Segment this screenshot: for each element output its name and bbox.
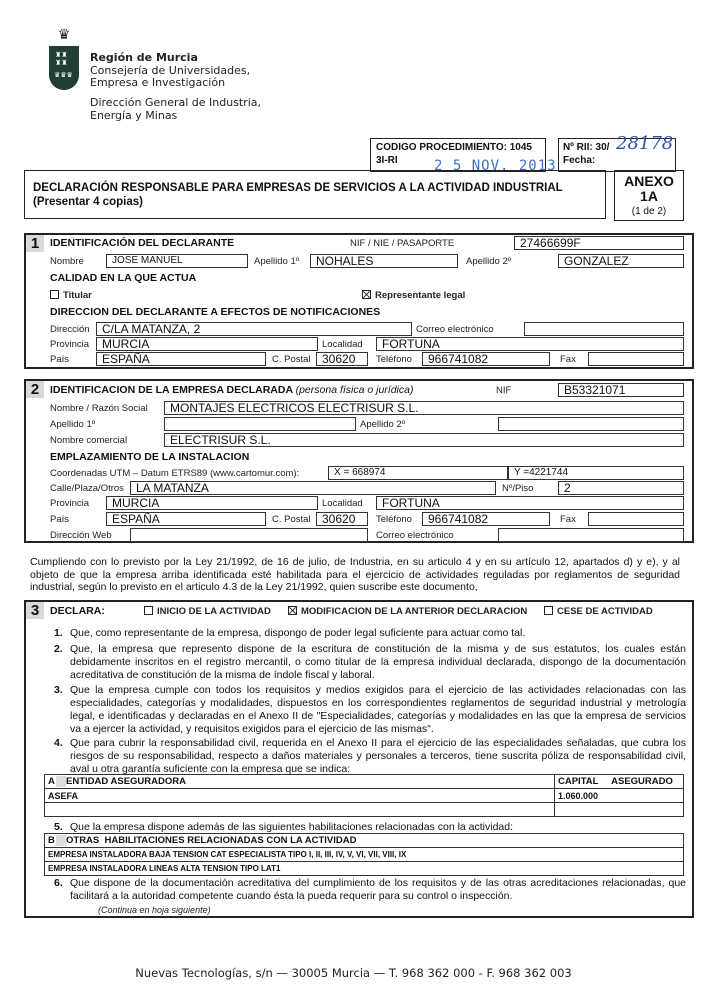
section-number: 3 bbox=[26, 602, 44, 619]
insurance-table bbox=[44, 774, 684, 817]
pais-field[interactable]: ESPAÑA bbox=[106, 512, 266, 526]
provincia-field[interactable]: MURCIA bbox=[106, 496, 318, 510]
table-letter: A bbox=[48, 776, 66, 787]
item-text: Que, como representante de la empresa, dispongo de poder legal suficiente para actuar como tal. bbox=[70, 627, 526, 639]
dir-line: Energía y Minas bbox=[90, 108, 178, 122]
section-number: 2 bbox=[26, 381, 44, 398]
apellido1-field[interactable] bbox=[164, 417, 356, 431]
localidad-label: Localidad bbox=[322, 498, 363, 509]
calidad-title: CALIDAD EN LA QUE ACTUA bbox=[50, 272, 197, 284]
cpostal-field[interactable]: 30620 bbox=[316, 352, 368, 366]
cpostal-label: C. Postal bbox=[272, 514, 311, 525]
cpostal-field[interactable]: 30620 bbox=[316, 512, 368, 526]
utm-x-field[interactable]: X = 668974 bbox=[328, 466, 508, 480]
option-label: CESE DE ACTIVIDAD bbox=[557, 606, 653, 617]
fax-field[interactable] bbox=[588, 352, 684, 366]
nombre-label: Nombre bbox=[50, 256, 84, 267]
habilitaciones-table bbox=[44, 833, 684, 876]
declaration-item bbox=[54, 684, 686, 736]
pais-label: País bbox=[50, 514, 70, 525]
titular-option[interactable] bbox=[50, 290, 92, 301]
document-title: DECLARACIÓN RESPONSABLE PARA EMPRESAS DE SERVICIOS A LA ACTIVIDAD INDUSTRIAL bbox=[33, 182, 563, 194]
provincia-label: Provincia bbox=[50, 498, 90, 509]
habilitaciones-header-text: OTRAS HABILITACIONES RELACIONADAS CON LA ACTIVIDAD bbox=[66, 835, 357, 846]
modificacion-checkbox[interactable] bbox=[288, 606, 297, 615]
calle-field[interactable]: LA MATANZA bbox=[130, 481, 496, 495]
dir-line: Dirección General de Industria, bbox=[90, 96, 262, 109]
declaration-item bbox=[54, 627, 686, 640]
section-empresa bbox=[24, 379, 694, 543]
apellido1-label: Apellido 1º bbox=[50, 419, 96, 430]
table-row bbox=[45, 803, 684, 817]
pais-field[interactable]: ESPAÑA bbox=[96, 352, 266, 366]
item-text: Que para cubrir la responsabilidad civil, requerida en el Anexo II para el ejercicio de las especialidades señaladas, que cubra los riesgos de su responsabilidad, respecto a daños materiales y personales a terceros, tiene suscrita póliza de responsabilidad civil, aval u otra garantía suficiente con la empresa que se indica: bbox=[70, 737, 686, 775]
declaration-item bbox=[54, 737, 686, 776]
option-inicio[interactable] bbox=[144, 606, 271, 617]
section-title-note: (persona física o jurídica) bbox=[295, 384, 414, 396]
capital-cell[interactable]: 1.060.000 bbox=[555, 789, 684, 803]
nif-label: NIF / NIE / PASAPORTE bbox=[350, 238, 455, 249]
habilitacion-cell[interactable]: EMPRESA INSTALADORA LINEAS ALTA TENSION TIPO LAT1 bbox=[45, 862, 684, 876]
title-box bbox=[24, 170, 606, 219]
item-text: Que la empresa cumple con todos los requisitos y medios exigidos para el ejercicio de las actividades relacionadas con las especialidades, categorías y modalidades, dispuestos en los correspondientes reglamentos de seguridad industrial y metrología legal, e identificadas y declaradas en el Anexo II de "Especialidades, categorías y modalidades en las que la empresa de servicios va a ejercer la actividad, y requisitos exigidos para el ejercicio de las mismas". bbox=[70, 684, 686, 735]
nombre-field[interactable]: JOSE MANUEL bbox=[106, 254, 248, 268]
section-number: 1 bbox=[26, 235, 44, 252]
apellido1-field[interactable]: NOHALES bbox=[310, 254, 458, 268]
org-name: Región de Murcia bbox=[90, 51, 198, 64]
document-subtitle: (Presentar 4 copias) bbox=[33, 196, 143, 208]
apellido2-label: Apellido 2º bbox=[466, 256, 512, 267]
org-line: Empresa e Investigación bbox=[90, 76, 226, 89]
entidad-header bbox=[45, 775, 555, 789]
habilitacion-cell[interactable]: EMPRESA INSTALADORA BAJA TENSION CAT ESPECIALISTA TIPO I, II, III, IV, V, VI, VII, VIII, IX bbox=[45, 848, 684, 862]
apellido2-field[interactable]: GONZALEZ bbox=[558, 254, 684, 268]
date-stamp: 2 5 NOV. 2013 bbox=[434, 158, 557, 174]
utm-y-field[interactable]: Y =4221744 bbox=[508, 466, 684, 480]
pais-label: País bbox=[50, 354, 70, 365]
section-title-text: IDENTIFICACION DE LA EMPRESA DECLARADA bbox=[50, 384, 293, 396]
telefono-field[interactable]: 966741082 bbox=[422, 352, 550, 366]
table-row bbox=[45, 789, 684, 803]
correo-label: Correo electrónico bbox=[376, 530, 454, 541]
telefono-label: Teléfono bbox=[376, 514, 412, 525]
anexo-label: ANEXO bbox=[624, 173, 674, 189]
apellido2-label: Apellido 2º bbox=[360, 419, 406, 430]
correo-label: Correo electrónico bbox=[416, 324, 494, 335]
representante-checkbox[interactable] bbox=[362, 290, 371, 299]
correo-field[interactable] bbox=[524, 322, 684, 336]
fax-field[interactable] bbox=[588, 512, 684, 526]
item-number: 1. bbox=[54, 627, 63, 639]
titular-label: Titular bbox=[63, 290, 92, 301]
nif-label: NIF bbox=[496, 385, 512, 396]
provincia-field[interactable]: MURCIA bbox=[96, 337, 318, 351]
nif-field[interactable]: 27466699F bbox=[514, 236, 684, 250]
option-modificacion[interactable] bbox=[288, 606, 527, 617]
web-label: Dirección Web bbox=[50, 530, 112, 541]
procedure-sub: 3I-RI bbox=[376, 155, 398, 166]
cese-checkbox[interactable] bbox=[544, 606, 553, 615]
localidad-field[interactable]: FORTUNA bbox=[376, 496, 684, 510]
representante-option[interactable] bbox=[362, 290, 465, 301]
piso-field[interactable]: 2 bbox=[558, 481, 684, 495]
organization-block bbox=[90, 52, 250, 90]
fax-label: Fax bbox=[560, 514, 576, 525]
rii-box bbox=[558, 133, 676, 172]
utm-label: Coordenadas UTM – Datum ETRS89 (www.cartomur.com): bbox=[50, 468, 300, 479]
declaration-item bbox=[54, 877, 686, 903]
entidad-cell[interactable] bbox=[45, 803, 555, 817]
shield-icon: ♜♜ ♜♜ ♛♛♛ bbox=[49, 46, 79, 90]
nif-field[interactable]: B53321071 bbox=[558, 383, 684, 397]
capital-header: CAPITAL ASEGURADO bbox=[555, 775, 684, 789]
item-number: 6. bbox=[54, 877, 63, 889]
correo-field[interactable] bbox=[498, 528, 684, 542]
footer-address: Nuevas Tecnologías, s/n — 30005 Murcia — T. 968 362 000 - F. 968 362 003 bbox=[135, 966, 572, 980]
continua-note: (Continua en hoja siguiente) bbox=[98, 905, 211, 915]
apellido2-field[interactable] bbox=[498, 417, 684, 431]
anexo-box bbox=[614, 170, 684, 221]
section-declara bbox=[24, 600, 694, 918]
entidad-header-text: ENTIDAD ASEGURADORA bbox=[66, 776, 186, 787]
item-number: 3. bbox=[54, 684, 63, 696]
anexo-page: (1 de 2) bbox=[631, 206, 667, 217]
apellido1-label: Apellido 1º bbox=[254, 256, 300, 267]
section-title: IDENTIFICACIÓN DEL DECLARANTE bbox=[50, 237, 235, 249]
telefono-field[interactable]: 966741082 bbox=[422, 512, 550, 526]
item-number: 5. bbox=[54, 821, 63, 833]
item-text: Que dispone de la documentación acreditativa del cumplimiento de los requisitos y de las otras acreditaciones relacionadas, que facilitará a la autoridad competente cuando ésta la pueda requerir para su control o inspección. bbox=[70, 877, 686, 902]
table-letter: B bbox=[48, 835, 66, 846]
representante-label: Representante legal bbox=[375, 290, 466, 301]
anexo-number: 1A bbox=[640, 188, 658, 204]
org-line: Consejería de Universidades, bbox=[90, 63, 251, 77]
option-label: INICIO DE LA ACTIVIDAD bbox=[157, 606, 271, 617]
option-label: MODIFICACION DE LA ANTERIOR DECLARACION bbox=[301, 606, 528, 617]
fax-label: Fax bbox=[560, 354, 576, 365]
piso-label: Nº/Piso bbox=[502, 483, 534, 494]
rii-handwritten: 28178 bbox=[616, 133, 674, 154]
section-declarante bbox=[24, 233, 694, 369]
telefono-label: Teléfono bbox=[376, 354, 412, 365]
comercial-label: Nombre comercial bbox=[50, 435, 128, 446]
capital-cell[interactable] bbox=[555, 803, 684, 817]
region-murcia-logo bbox=[46, 24, 82, 94]
localidad-field[interactable]: FORTUNA bbox=[376, 337, 684, 351]
option-cese[interactable] bbox=[544, 606, 653, 617]
direccion-field[interactable]: C/LA MATANZA, 2 bbox=[96, 322, 412, 336]
web-field[interactable] bbox=[130, 528, 368, 542]
procedure-code: CODIGO PROCEDIMIENTO: 1045 bbox=[376, 142, 532, 153]
table-row bbox=[45, 862, 684, 876]
table-header bbox=[45, 775, 684, 789]
emplazamiento-title: EMPLAZAMIENTO DE LA INSTALACION bbox=[50, 451, 250, 463]
table-header bbox=[45, 834, 684, 848]
section-title: DECLARA: bbox=[50, 605, 105, 617]
table-row bbox=[45, 848, 684, 862]
direccion-label: Dirección bbox=[50, 324, 90, 335]
direction-block bbox=[90, 97, 261, 122]
item-text: Que, la empresa que represento dispone de la escritura de constitución de la misma y de sus estatutos, los cuales están debidamente inscritos en el registro mercantil, o como titular de la empresa individual declarada, dispongo de la documentación acreditativa de constitución de la misma de índole fiscal y laboral. bbox=[70, 643, 686, 681]
declaration-item bbox=[54, 643, 686, 682]
razon-label: Nombre / Razón Social bbox=[50, 403, 148, 414]
titular-checkbox[interactable] bbox=[50, 290, 59, 299]
direccion-title: DIRECCION DEL DECLARANTE A EFECTOS DE NOTIFICACIONES bbox=[50, 306, 381, 318]
provincia-label: Provincia bbox=[50, 339, 90, 350]
fecha-label: Fecha: bbox=[563, 155, 596, 166]
habilitaciones-header bbox=[45, 834, 684, 848]
item-number: 2. bbox=[54, 643, 63, 655]
section-title bbox=[50, 384, 413, 396]
rii-label: Nº RII: 30/ bbox=[563, 142, 610, 153]
crown-icon: ♛ bbox=[57, 26, 71, 42]
entidad-cell[interactable]: ASEFA bbox=[45, 789, 555, 803]
intro-paragraph: Cumpliendo con lo previsto por la Ley 21/1992, de 16 de julio, de Industria, en su articulo 4 y en su artículo 12, apartados d) y e), y al objeto de que la empresa arriba identificada esté habilitada para el ejercicio de actividades reguladas por reglamentos de seguridad industrial, según lo previsto en el articulo 4.3 de la Ley 21/1992, quien suscribe este documento, bbox=[30, 556, 680, 593]
razon-field[interactable]: MONTAJES ELECTRICOS ELECTRISUR S.L. bbox=[164, 401, 684, 415]
item-number: 4. bbox=[54, 737, 63, 749]
comercial-field[interactable]: ELECTRISUR S.L. bbox=[164, 433, 684, 447]
inicio-checkbox[interactable] bbox=[144, 606, 153, 615]
cpostal-label: C. Postal bbox=[272, 354, 311, 365]
localidad-label: Localidad bbox=[322, 339, 363, 350]
item-text: Que la empresa dispone además de las siguientes habilitaciones relacionadas con la actividad: bbox=[70, 821, 514, 833]
calle-label: Calle/Plaza/Otros bbox=[50, 483, 124, 494]
